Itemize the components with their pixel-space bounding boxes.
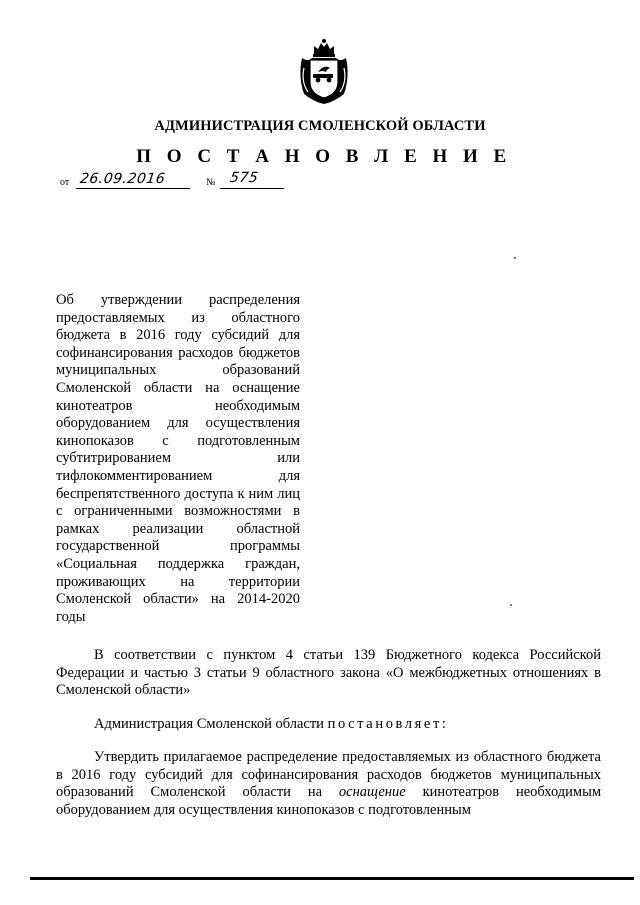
number-label: № bbox=[206, 177, 216, 188]
scan-speck bbox=[510, 604, 512, 606]
number-value: 575 bbox=[228, 170, 260, 186]
date-label: от bbox=[60, 177, 70, 188]
document-type-title: П О С Т А Н О В Л Е Н И Е bbox=[136, 146, 512, 167]
date-number-line bbox=[56, 172, 356, 192]
organization-name: АДМИНИСТРАЦИЯ СМОЛЕНСКОЙ ОБЛАСТИ bbox=[154, 118, 486, 134]
scan-speck bbox=[514, 257, 516, 259]
subject-last-line: годы bbox=[56, 608, 86, 625]
date-underline bbox=[76, 188, 190, 189]
document-subject bbox=[56, 292, 300, 626]
preamble-paragraph: В соответствии с пунктом 4 статьи 139 Бюджетного кодекса Российской Федерации и частью 3 статьи 9 областного закона «О межбюджетных отношениях в Смоленской области» bbox=[56, 647, 601, 699]
resolution-paragraph bbox=[56, 716, 601, 734]
resolution-verb: постановляет: bbox=[327, 716, 449, 732]
subject-text: Об утверждении распределения предоставляемых из областного бюджета в 2016 году субсидий для софинансирования расходов бюджетов муниципальных образований Смоленской области на оснащение кинотеатров необходимым оборудованием для осуществления кинопоказов с подготовленным субтитрированием или тифлокомментированием для беспрепятственного доступа к ним лиц с ограниченными возможностями в рамках реализации областной государственной программы «Социальная поддержка граждан, проживающих на территории Смоленской области» на 2014-2020 bbox=[56, 292, 300, 608]
date-value: 26.09.2016 bbox=[78, 171, 167, 187]
decision-text-italic: оснащение bbox=[338, 784, 406, 801]
decision-paragraph bbox=[56, 749, 601, 819]
resolution-subject: Администрация Смоленской области bbox=[94, 716, 324, 732]
decision-text-end: кинотеатров необходимым оборудованием для осуществления кинопоказов с подготовленным bbox=[56, 784, 602, 818]
decision-text-start: Утвердить прилагаемое распределение предоставляемых из областного бюджета в 2016 году субсидий для софинансирования расходов бюджетов муниципальных образований Смоленской области на bbox=[56, 749, 601, 801]
coat-of-arms-icon bbox=[296, 38, 352, 106]
bottom-rule bbox=[30, 877, 634, 880]
number-underline bbox=[220, 188, 284, 189]
